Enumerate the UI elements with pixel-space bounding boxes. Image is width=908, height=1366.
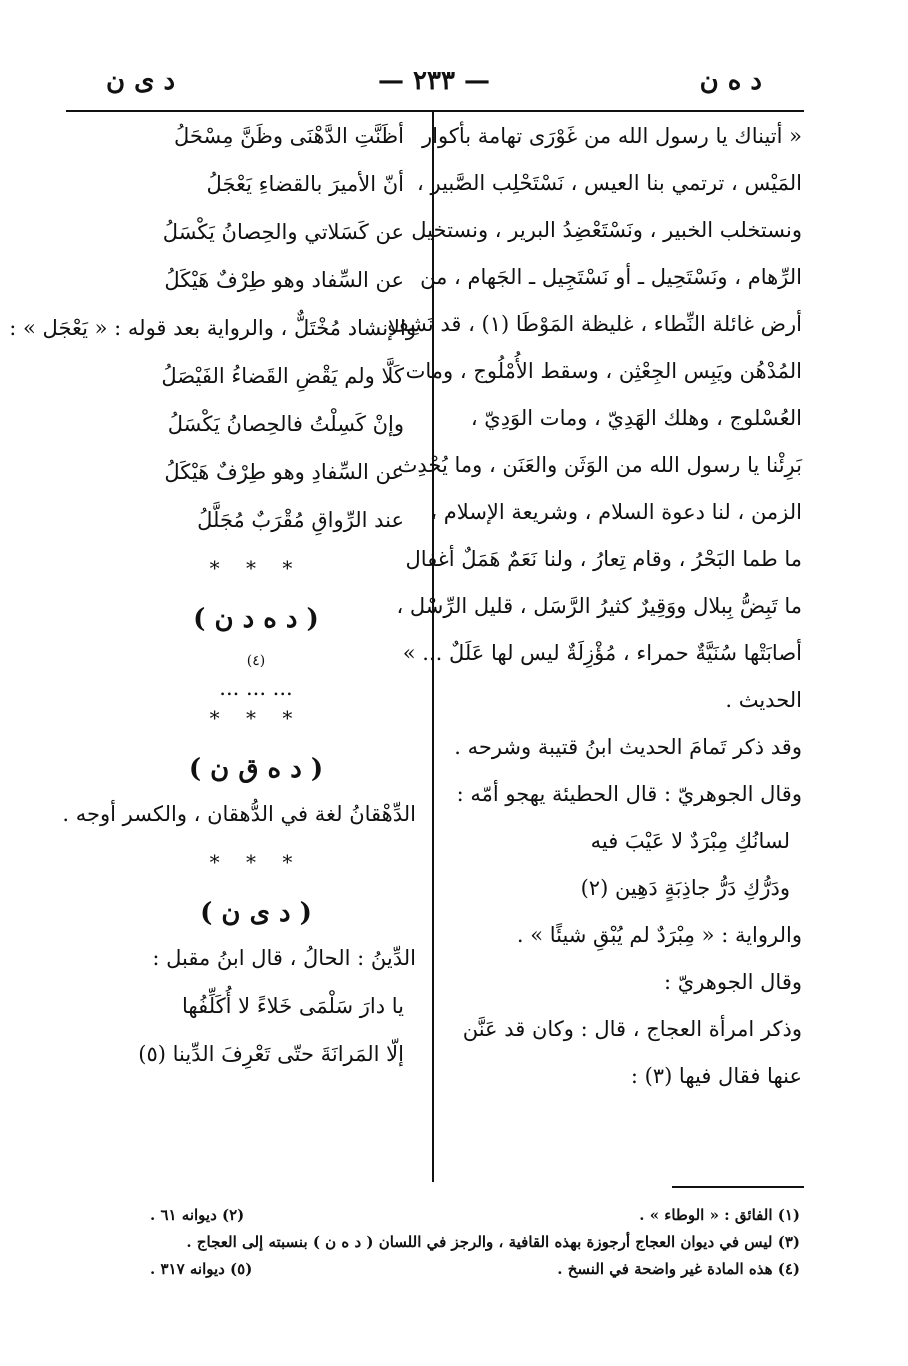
verse-line: أظَنَّتِ الدَّهْنَى وظَنَّ مِسْحَلُ xyxy=(174,124,404,148)
running-head-left: د ى ن xyxy=(106,66,176,96)
text-line: الزمن ، لنا دعوة السلام ، وشريعة الإسلام ، xyxy=(430,500,802,524)
section-separator: * * * xyxy=(209,850,303,874)
section-separator: * * * xyxy=(209,706,303,730)
ellipsis-line: ... ... ... xyxy=(219,676,293,700)
text-line: المَيْس ، ترتمي بنا العيس ، نَسْتَحْلِب الصَّبير ، xyxy=(417,171,802,195)
verse-line: لسانُكِ مِبْرَدٌ لا عَيْبَ فيه xyxy=(590,829,790,853)
footnote: (٣) ليس في ديوان العجاج أرجوزة بهذه القافية ، والرجز في اللسان ( د ه ن ) بنسبته إلى العجاج . xyxy=(186,1233,800,1251)
footnote: (٤) هذه المادة غير واضحة في النسخ . xyxy=(557,1260,800,1278)
running-head-right: د ه ن xyxy=(699,66,762,96)
text-line: الدِّينُ : الحالُ ، قال ابنُ مقبل : xyxy=(152,946,416,970)
text-line: ما طما البَحْرُ ، وقام تِعارُ ، ولنا نَعَمٌ هَمَلٌ أغفال xyxy=(405,547,802,571)
footnote: (٢) ديوانه ٦١ . xyxy=(150,1206,245,1224)
page-number: — ٢٣٣ — xyxy=(377,66,491,96)
text-line: ما تَبِضُّ بِبلال ووَقِيرٌ كثيرُ الرَّسَل ، قليل الرِّسْل ، xyxy=(396,594,802,618)
footnote-marker: (٤) xyxy=(246,653,266,669)
verse-line: عند الرِّواقِ مُقْرَبٌ مُجَلَّلُ xyxy=(197,508,404,532)
text-line: الدِّهْقانُ لغة في الدُّهقان ، والكسر أوجه . xyxy=(62,802,416,826)
footnote-rule xyxy=(672,1186,804,1188)
entry-heading: ( د ه ق ن ) xyxy=(188,754,324,784)
text-line: والرواية : « مِبْرَدٌ لم يُبْقِ شيئًا » . xyxy=(516,923,802,947)
footnote: (١) الفائق : « الوطاء » . xyxy=(639,1206,800,1224)
footnote-row xyxy=(150,1233,800,1260)
verse-line: إلّا المَرانَةَ حتّى تَعْرِفَ الدِّينا (٥) xyxy=(138,1042,404,1066)
verse-line: أنّ الأميرَ بالقضاءِ يَعْجَلُ xyxy=(206,172,404,196)
entry-heading: ( د ه د ن ) xyxy=(193,604,319,634)
footnote-row xyxy=(150,1260,800,1287)
text-line: والإنشاد مُخْتَلٌّ ، والرواية بعد قوله : « يَعْجَل » : xyxy=(9,316,416,340)
text-line: أرض غائلة النِّطاء ، غليظة المَوْطَا (١) ، قد نَشِف xyxy=(387,312,802,336)
entry-heading: ( د ى ن ) xyxy=(200,898,312,928)
text-line: وقد ذكر تَمامَ الحديث ابنُ قتيبة وشرحه . xyxy=(454,735,802,759)
text-line: وذكر امرأة العجاج ، قال : وكان قد عَنَّن xyxy=(462,1017,802,1041)
text-line: العُسْلوج ، وهلك الهَدِيّ ، ومات الوَدِيّ ، xyxy=(470,406,802,430)
text-line: المُدْهُن ويَبِس الجِعْثِن ، وسقط الأُمْلُوج ، ومات xyxy=(405,359,802,383)
verse-line: عن السِّفاد وهو طِرْفٌ هَيْكَلُ xyxy=(164,268,404,292)
verse-line: وإنْ كَسِلْتُ فالحِصانُ يَكْسَلُ xyxy=(167,412,404,436)
text-line: وقال الجوهريّ : قال الحطيئة يهجو أمّه : xyxy=(456,782,802,806)
page-header xyxy=(66,62,802,106)
text-line: الرِّهام ، ونَسْتَحِيل ـ أو نَسْتَجِيل ـ الجَهام ، من xyxy=(420,265,802,289)
verse-line: كَلَّا ولم يَقْضِ القَضاءُ الفَيْصَلُ xyxy=(161,364,404,388)
text-line: أصابَتْها سُنَيَّةٌ حمراء ، مُؤْزِلَةٌ ليس لها عَلَلٌ ... » xyxy=(402,641,802,665)
text-line: بَرِئْنا يا رسول الله من الوَثَن والعَنَن ، وما يُحْدِث xyxy=(397,453,802,477)
header-rule xyxy=(66,110,804,112)
text-line: عنها فقال فيها (٣) : xyxy=(630,1064,802,1088)
footnotes xyxy=(150,1206,800,1287)
text-line: وقال الجوهريّ : xyxy=(664,970,802,994)
text-line: الحديث . xyxy=(725,688,802,712)
verse-line: يا دارَ سَلْمَى خَلاءً لا أُكَلِّفُها xyxy=(182,994,404,1018)
verse-line: عن السِّفادِ وهو طِرْفٌ هَيْكَلُ xyxy=(164,460,404,484)
footnote: (٥) ديوانه ٣١٧ . xyxy=(150,1260,253,1278)
text-line: « أتيناك يا رسول الله من غَوْرَى تهامة بأكوار xyxy=(422,124,802,148)
left-column xyxy=(9,124,416,1092)
verse-line: عن كَسَلاتي والحِصانُ يَكْسَلُ xyxy=(162,220,404,244)
verse-line: ودَرُّكِ دَرُّ جاذِبَةٍ دَهِين (٢) xyxy=(580,876,790,900)
right-column xyxy=(387,124,802,1113)
text-line: ونستخلب الخبير ، ونَسْتَعْضِدُ البرير ، ونستخيل xyxy=(411,218,802,242)
footnote-row xyxy=(150,1206,800,1233)
section-separator: * * * xyxy=(209,556,303,580)
